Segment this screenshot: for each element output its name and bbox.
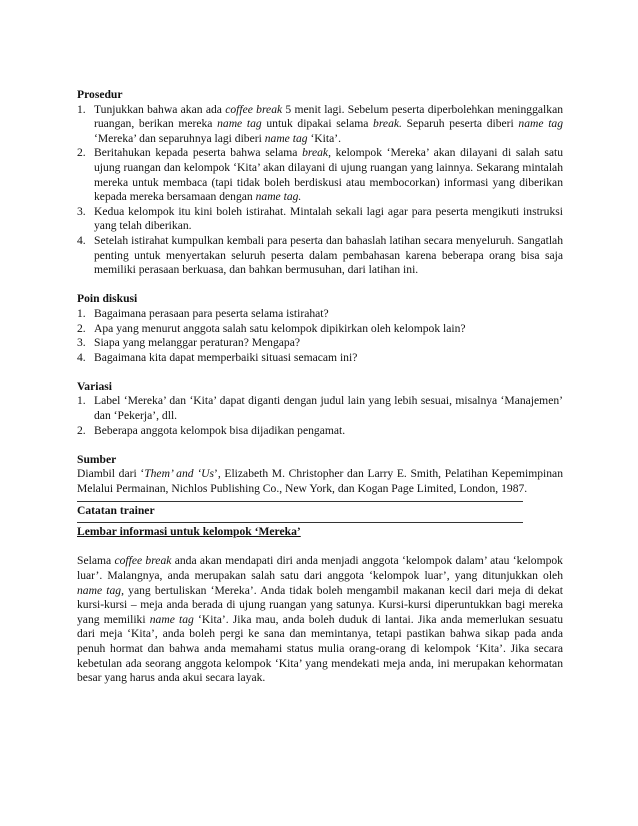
list-item-text: Tunjukkan bahwa akan ada coffee break 5 menit lagi. Sebelum peserta diperbolehkan meninggalkan ruangan, berikan mereka name tag untuk dipakai selama break. Separuh peserta diberi name tag ‘Mereka’ dan separuhnya lagi diberi name tag ‘Kita’. <box>94 102 564 145</box>
list-item-text: Siapa yang melanggar peraturan? Mengapa? <box>94 336 301 350</box>
list-item <box>77 424 563 439</box>
list-item-text: Apa yang menurut anggota salah satu kelompok dipikirkan oleh kelompok lain? <box>94 321 466 335</box>
list-item-number: 3. <box>77 336 86 350</box>
list-item <box>77 205 563 234</box>
list-item <box>77 322 563 337</box>
lembar-informasi-text: Selama coffee break anda akan mendapati diri anda menjadi anggota ‘kelompok dalam’ atau ‘kelompok luar’. Malangnya, anda merupakan salah satu dari anggota ‘kelompok luar’, yang ditunjukkan oleh name tag, yang bertuliskan ‘Mereka’. Anda tidak boleh mengambil makanan kecil dari meja di dekat kursi-kursi – meja anda berada di ujung ruangan yang satunya. Kursi-kursi diperuntukkan bagi mereka yang memiliki name tag ‘Kita’. Jika mau, anda boleh duduk di lantai. Jika anda memerlukan sesuatu dari meja ‘Kita’, anda boleh pergi ke sana dan memintanya, tetapi pastikan bahwa sikap pada anda penuh hormat dan bahwa anda memahami status mulia orang-orang di kelompok ‘Kita’. Jika secara kebetulan ada seorang anggota kelompok ‘Kita’ yang mendekati meja anda, ini merupakan kehormatan besar yang harus anda akui secara layak. <box>77 554 563 685</box>
list-item-text: Beritahukan kepada peserta bahwa selama break, kelompok ‘Mereka’ akan dilayani di salah satu ujung ruangan dan kelompok ‘Kita’ akan dilayani di ujung ruangan yang lainnya. Sekarang mintalah mereka untuk membaca (tapi tidak boleh berdiskusi atau membocorkan) informasi yang diberikan kepada mereka bersamaan dengan name tag. <box>94 146 563 204</box>
list-item-text: Beberapa anggota kelompok bisa dijadikan pengamat. <box>94 423 346 437</box>
list-item-number: 2. <box>77 146 86 160</box>
section-title-variasi: Variasi <box>77 379 113 393</box>
list-item-text: Bagaimana perasaan para peserta selama istirahat? <box>94 306 329 320</box>
list-item-number: 1. <box>77 394 86 408</box>
section-title-sumber: Sumber <box>77 452 117 466</box>
list-item-text: Label ‘Mereka’ dan ‘Kita’ dapat diganti dengan judul lain yang lebih sesuai, misalnya ‘Manajemen’ dan ‘Pekerja’, dll. <box>94 394 563 423</box>
list-item-number: 2. <box>77 423 86 437</box>
list-item-text: Setelah istirahat kumpulkan kembali para peserta dan bahaslah latihan secara menyeluruh. Sangatlah penting untuk menyertakan seluruh peserta dalam pembahasan karena beberapa orang bisa saja memiliki perasaan berkuasa, dan bahkan bermusuhan, dari latihan ini. <box>94 233 563 277</box>
list-item-number: 4. <box>77 350 86 364</box>
section-title-poin-diskusi: Poin diskusi <box>77 292 138 306</box>
divider-line <box>77 522 523 523</box>
section-title-prosedur: Prosedur <box>77 88 123 101</box>
list-item-number: 2. <box>77 321 86 335</box>
list-item <box>77 307 563 322</box>
list-item <box>77 146 563 204</box>
poin-diskusi-list <box>77 307 563 365</box>
list-item-text: Bagaimana kita dapat memperbaiki situasi semacam ini? <box>94 350 358 364</box>
list-item-number: 3. <box>77 204 86 218</box>
document-page <box>77 88 563 686</box>
list-item <box>77 394 563 423</box>
list-item <box>77 234 563 278</box>
variasi-list <box>77 394 563 438</box>
list-item-number: 4. <box>77 233 86 247</box>
list-item-number: 1. <box>77 306 86 320</box>
sumber-text: Diambil dari ‘Them’ and ‘Us’, Elizabeth M. Christopher dan Larry E. Smith, Pelatihan Kepemimpinan Melalui Permainan, Nichlos Publishing Co., New York, dan Kogan Page Limited, London, 1987. <box>77 467 563 496</box>
list-item <box>77 351 563 366</box>
list-item <box>77 103 563 147</box>
list-item <box>77 336 563 351</box>
divider-line <box>77 501 523 502</box>
list-item-text: Kedua kelompok itu kini boleh istirahat. Mintalah sekali lagi agar para peserta mengikuti instruksi yang telah diberikan. <box>94 204 563 233</box>
section-title-lembar-informasi: Lembar informasi untuk kelompok ‘Mereka’ <box>77 525 301 539</box>
prosedur-list <box>77 103 563 278</box>
list-item-number: 1. <box>77 102 86 116</box>
section-title-catatan-trainer: Catatan trainer <box>77 503 155 517</box>
